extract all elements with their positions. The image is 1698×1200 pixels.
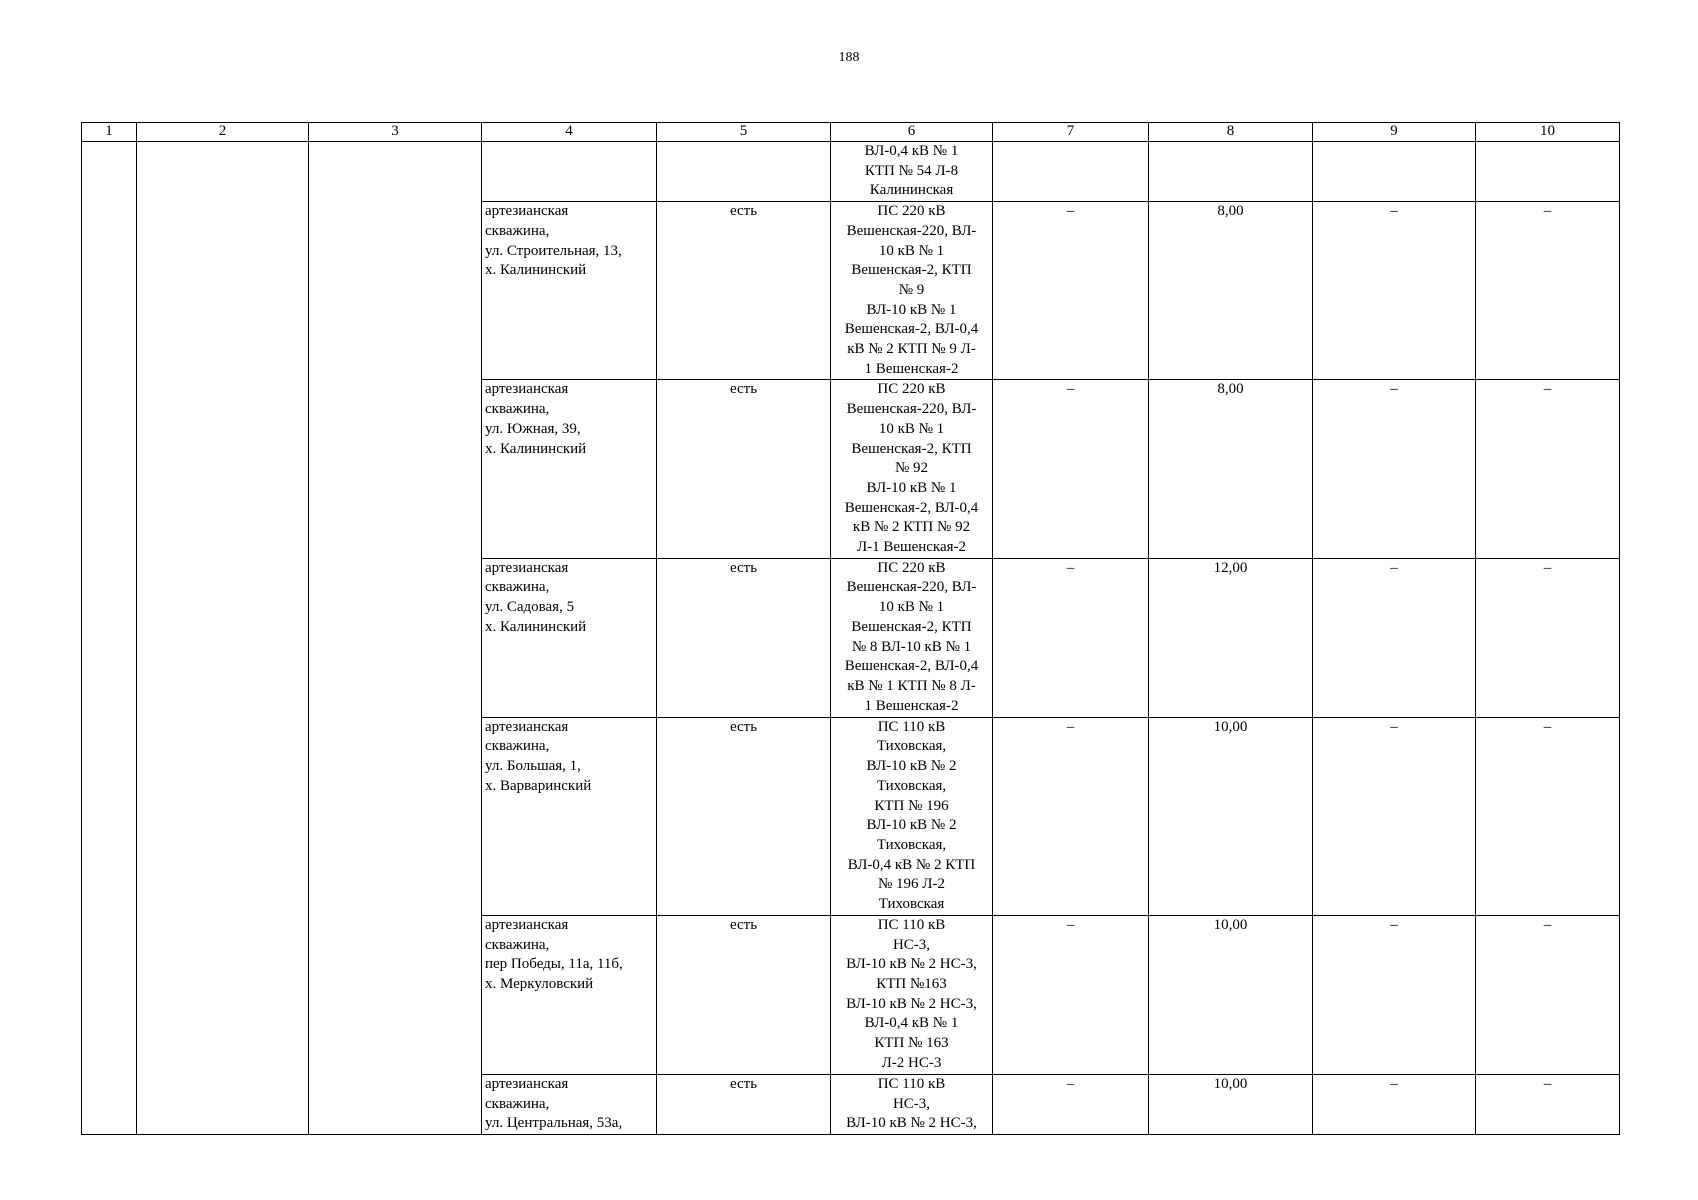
- col-10-cell: [1476, 142, 1620, 202]
- power-source-line: Вешенская-2, КТП: [851, 618, 972, 635]
- col-8-cell: 12,00: [1149, 558, 1313, 717]
- col-7-cell: [993, 142, 1149, 202]
- object-line: пер Победы, 11а, 11б,: [485, 956, 623, 973]
- power-source-line: № 8 ВЛ-10 кВ № 1: [851, 638, 972, 655]
- header-row: [82, 123, 1620, 142]
- power-source-line: КТП № 54 Л-8: [864, 162, 959, 179]
- col-7-cell: –: [993, 1074, 1149, 1134]
- object-line: ул. Центральная, 53а,: [485, 1115, 623, 1132]
- power-source-line: ПС 220 кВ: [877, 203, 946, 220]
- power-source-line: Вешенская-220, ВЛ-: [846, 579, 977, 596]
- power-source-line: Вешенская-220, ВЛ-: [846, 401, 977, 418]
- power-source-line: Тиховская,: [876, 836, 947, 853]
- power-source-line: Л-2 НС-3: [881, 1054, 942, 1071]
- column-header-6: 6: [831, 123, 993, 142]
- object-line: артезианская: [485, 1075, 569, 1092]
- power-source-line: ВЛ-10 кВ № 2 НС-3,: [846, 1115, 977, 1132]
- power-source-line: ВЛ-10 кВ № 2: [866, 758, 957, 775]
- col-9-cell: –: [1313, 717, 1476, 915]
- col-10-cell: –: [1476, 202, 1620, 380]
- column-header-5: 5: [657, 123, 831, 142]
- power-source-line: Вешенская-2, ВЛ-0,4: [844, 658, 979, 675]
- power-source-cell: [831, 717, 993, 915]
- power-source-line: ВЛ-0,4 кВ № 1: [864, 1015, 959, 1032]
- object-cell: [482, 1074, 657, 1134]
- power-source-line: Вешенская-2, ВЛ-0,4: [844, 321, 979, 338]
- power-source-line: ПС 110 кВ: [877, 916, 946, 933]
- object-line: артезианская: [485, 559, 569, 576]
- object-line: артезианская: [485, 203, 569, 220]
- power-source-line: ВЛ-0,4 кВ № 1: [864, 143, 959, 159]
- cell-col-1-merged: [82, 142, 137, 1135]
- data-table: [81, 122, 1620, 1135]
- object-line: скважина,: [485, 401, 550, 418]
- cell-col-3-merged: [309, 142, 482, 1135]
- object-cell: [482, 915, 657, 1074]
- power-source-line: КТП № 163: [874, 1035, 949, 1052]
- power-source-line: 10 кВ № 1: [878, 420, 945, 437]
- power-source-line: 10 кВ № 1: [878, 242, 945, 259]
- availability-cell: есть: [657, 1074, 831, 1134]
- power-source-line: Л-1 Вешенская-2: [856, 539, 967, 556]
- col-7-cell: –: [993, 202, 1149, 380]
- column-header-2: 2: [137, 123, 309, 142]
- object-line: ул. Садовая, 5: [485, 599, 575, 616]
- power-source-line: Калининская: [869, 182, 954, 199]
- power-source-cell: [831, 1074, 993, 1134]
- object-line: ул. Большая, 1,: [485, 758, 581, 775]
- table-row: [82, 142, 1620, 202]
- power-source-line: ВЛ-10 кВ № 2 НС-3,: [846, 995, 977, 1012]
- availability-cell: есть: [657, 915, 831, 1074]
- object-line: х. Калининский: [485, 262, 587, 279]
- column-header-3: 3: [309, 123, 482, 142]
- power-source-line: ВЛ-10 кВ № 1: [866, 301, 957, 318]
- col-10-cell: –: [1476, 558, 1620, 717]
- col-9-cell: –: [1313, 558, 1476, 717]
- power-source-line: кВ № 2 КТП № 92: [852, 519, 971, 536]
- power-source-cell: [831, 142, 993, 202]
- col-10-cell: –: [1476, 915, 1620, 1074]
- object-line: х. Калининский: [485, 618, 587, 635]
- power-source-line: Вешенская-2, КТП: [851, 262, 972, 279]
- power-source-line: кВ № 1 КТП № 8 Л-: [847, 677, 976, 694]
- power-source-cell: [831, 558, 993, 717]
- page-number: 188: [838, 50, 860, 65]
- power-source-line: ВЛ-0,4 кВ № 2 КТП: [847, 856, 976, 873]
- col-8-cell: 8,00: [1149, 380, 1313, 558]
- availability-cell: есть: [657, 202, 831, 380]
- object-cell: [482, 717, 657, 915]
- power-source-line: ПС 220 кВ: [877, 559, 946, 576]
- object-cell: [482, 202, 657, 380]
- col-9-cell: –: [1313, 1074, 1476, 1134]
- col-8-cell: 10,00: [1149, 1074, 1313, 1134]
- power-source-line: Тиховская,: [876, 777, 947, 794]
- power-source-line: Тиховская,: [876, 738, 947, 755]
- col-7-cell: –: [993, 915, 1149, 1074]
- col-7-cell: –: [993, 717, 1149, 915]
- power-source-line: № 92: [894, 460, 929, 477]
- availability-cell: есть: [657, 380, 831, 558]
- col-8-cell: 8,00: [1149, 202, 1313, 380]
- power-source-line: ВЛ-10 кВ № 2 НС-3,: [846, 956, 977, 973]
- column-header-9: 9: [1313, 123, 1476, 142]
- object-line: скважина,: [485, 222, 550, 239]
- col-8-cell: 10,00: [1149, 915, 1313, 1074]
- power-source-line: НС-3,: [892, 936, 931, 953]
- object-line: скважина,: [485, 936, 550, 953]
- col-7-cell: –: [993, 380, 1149, 558]
- object-line: х. Меркуловский: [485, 975, 594, 992]
- availability-cell: есть: [657, 558, 831, 717]
- object-line: ул. Южная, 39,: [485, 420, 581, 437]
- power-source-line: КТП №163: [876, 975, 947, 992]
- power-source-line: № 196 Л-2: [878, 876, 945, 893]
- availability-cell: есть: [657, 717, 831, 915]
- power-source-cell: [831, 380, 993, 558]
- power-source-line: 1 Вешенская-2: [864, 697, 959, 714]
- object-line: артезианская: [485, 381, 569, 398]
- column-header-8: 8: [1149, 123, 1313, 142]
- object-line: х. Варваринский: [485, 777, 592, 794]
- power-source-line: Вешенская-2, ВЛ-0,4: [844, 499, 979, 516]
- object-line: артезианская: [485, 718, 569, 735]
- power-source-line: ПС 220 кВ: [877, 381, 946, 398]
- col-10-cell: –: [1476, 717, 1620, 915]
- power-source-line: 10 кВ № 1: [878, 599, 945, 616]
- power-source-line: КТП № 196: [874, 797, 949, 814]
- column-header-7: 7: [993, 123, 1149, 142]
- col-9-cell: –: [1313, 380, 1476, 558]
- col-9-cell: [1313, 142, 1476, 202]
- power-source-line: ПС 110 кВ: [877, 1075, 946, 1092]
- column-header-4: 4: [482, 123, 657, 142]
- col-7-cell: –: [993, 558, 1149, 717]
- column-header-1: 1: [82, 123, 137, 142]
- object-cell: [482, 380, 657, 558]
- object-cell: [482, 558, 657, 717]
- col-10-cell: –: [1476, 1074, 1620, 1134]
- object-line: артезианская: [485, 916, 569, 933]
- power-source-line: ВЛ-10 кВ № 2: [866, 817, 957, 834]
- power-source-line: 1 Вешенская-2: [864, 360, 959, 377]
- col-9-cell: –: [1313, 202, 1476, 380]
- col-10-cell: –: [1476, 380, 1620, 558]
- power-source-line: Вешенская-220, ВЛ-: [846, 222, 977, 239]
- object-line: ул. Строительная, 13,: [485, 242, 622, 259]
- object-cell: [482, 142, 657, 202]
- power-source-line: ВЛ-10 кВ № 1: [866, 479, 957, 496]
- object-line: х. Калининский: [485, 440, 587, 457]
- object-line: скважина,: [485, 1095, 550, 1112]
- cell-col-2-merged: [137, 142, 309, 1135]
- power-source-line: кВ № 2 КТП № 9 Л-: [847, 341, 976, 358]
- power-source-line: ПС 110 кВ: [877, 718, 946, 735]
- col-8-cell: 10,00: [1149, 717, 1313, 915]
- col-9-cell: –: [1313, 915, 1476, 1074]
- power-source-line: Вешенская-2, КТП: [851, 440, 972, 457]
- power-source-line: НС-3,: [892, 1095, 931, 1112]
- power-source-cell: [831, 915, 993, 1074]
- power-source-cell: [831, 202, 993, 380]
- availability-cell: [657, 142, 831, 202]
- object-line: скважина,: [485, 579, 550, 596]
- object-line: скважина,: [485, 738, 550, 755]
- power-source-line: № 9: [898, 281, 925, 298]
- column-header-10: 10: [1476, 123, 1620, 142]
- col-8-cell: [1149, 142, 1313, 202]
- power-source-line: Тиховская: [878, 896, 945, 913]
